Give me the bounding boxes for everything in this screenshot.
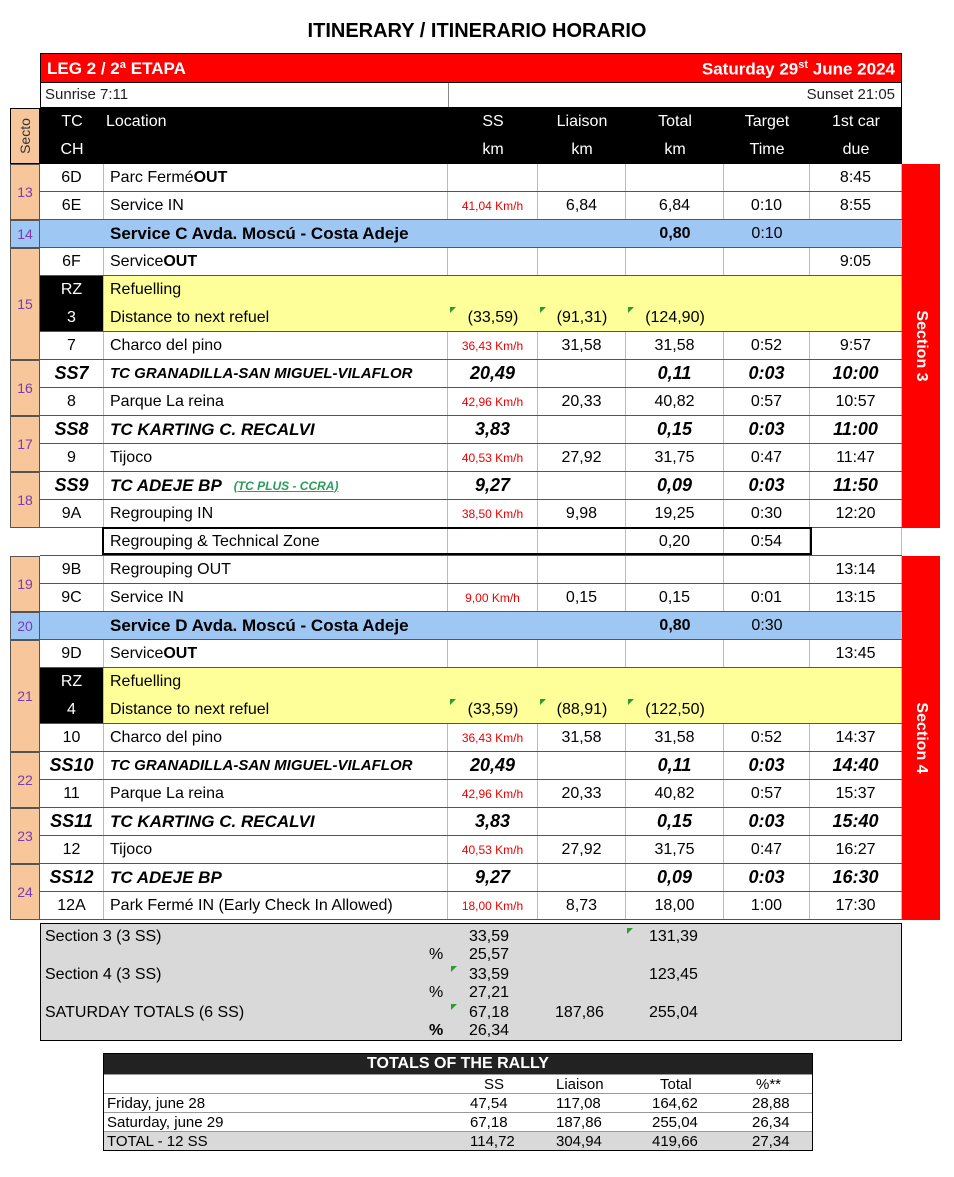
sector-number: 13 [10,164,40,220]
sunset: Sunset 21:05 [806,86,895,103]
leg-banner [40,53,902,83]
section-3-bar: Section 3 [902,164,940,528]
table-row: SS8 TC KARTING C. RECALVI 3,83 0,15 0:03 11:00 [40,416,902,444]
totals-row: Friday, june 28 47,54 117,08 164,62 28,88 [104,1093,812,1112]
table-row: 8 Parque La reina 42,96 Km/h 20,33 40,82 0:57 10:57 [40,388,902,416]
table-row: 12A Park Fermé IN (Early Check In Allowed) 18,00 Km/h 8,73 18,00 1:00 17:30 [40,892,902,920]
table-row: SS12 TC ADEJE BP 9,27 0,09 0:03 16:30 [40,864,902,892]
table-row: SS11 TC KARTING C. RECALVI 3,83 0,15 0:03 15:40 [40,808,902,836]
table-row: RZ Refuelling [40,276,902,304]
sector-number: 16 [10,360,40,416]
table-row: Service C Avda. Moscú - Costa Adeje 0,80 0:10 [40,220,902,248]
table-row: Service D Avda. Moscú - Costa Adeje 0,80 0:30 [40,612,902,640]
sector-header: Secto [10,108,40,164]
totals-row: Saturday, june 29 67,18 187,86 255,04 26,34 [104,1112,812,1131]
regroup-zone-box [102,527,812,555]
sector-number: 24 [10,864,40,920]
rally-totals-table [103,1053,813,1151]
table-row: RZ Refuelling [40,668,902,696]
leg-label: LEG 2 / 2ª ETAPA [47,59,186,78]
totals-header: SS Liaison Total %** [104,1074,812,1093]
page-title: ITINERARY / ITINERARIO HORARIO [307,20,647,42]
summary-block: Section 3 (3 SS) 33,59 131,39 % 25,57 Section 4 (3 SS) 33,59 123,45 % 27,21 SATURDAY TOTALS (6 SS) 67,18 187,86 255,04 % 26,34 [40,923,902,1041]
table-row: 9D Service OUT 13:45 [40,640,902,668]
table-row: 6D Parc Fermé OUT 8:45 [40,164,902,192]
table-row: 10 Charco del pino 36,43 Km/h 31,58 31,58 0:52 14:37 [40,724,902,752]
table-row: Regrouping & Technical Zone 0,20 0:54 [40,528,902,556]
table-row: 9B Regrouping OUT 13:14 [40,556,902,584]
totals-row: TOTAL - 12 SS 114,72 304,94 419,66 27,34 [104,1131,812,1150]
sector-number: 19 [10,556,40,612]
table-row: 12 Tijoco 40,53 Km/h 27,92 31,75 0:47 16:27 [40,836,902,864]
sector-number: 14 [10,220,40,248]
table-row: SS7 TC GRANADILLA-SAN MIGUEL-VILAFLOR 20,49 0,11 0:03 10:00 [40,360,902,388]
table-row: 3 Distance to next refuel (33,59) (91,31) (124,90) [40,304,902,332]
sector-number: 21 [10,640,40,752]
sector-number: 20 [10,612,40,640]
totals-title: TOTALS OF THE RALLY [104,1054,812,1074]
table-row: 9A Regrouping IN 38,50 Km/h 9,98 19,25 0:30 12:20 [40,500,902,528]
table-row: 11 Parque La reina 42,96 Km/h 20,33 40,82 0:57 15:37 [40,780,902,808]
sun-times [40,83,902,108]
sector-number: 17 [10,416,40,472]
table-row: 7 Charco del pino 36,43 Km/h 31,58 31,58 0:52 9:57 [40,332,902,360]
table-row: 9 Tijoco 40,53 Km/h 27,92 31,75 0:47 11:47 [40,444,902,472]
leg-date: Saturday 29st June 2024 [701,59,895,79]
table-header: TC CH Location SS km Liaison km Total km Target Time 1st car due [40,108,902,164]
sector-number: 15 [10,248,40,360]
table-row: SS10 TC GRANADILLA-SAN MIGUEL-VILAFLOR 20,49 0,11 0:03 14:40 [40,752,902,780]
sector-number: 23 [10,808,40,864]
sector-number: 22 [10,752,40,808]
section-4-bar: Section 4 [902,556,940,920]
table-row: SS9 TC ADEJE BP (TC PLUS - CCRA) 9,27 0,09 0:03 11:50 [40,472,902,500]
table-row: 9C Service IN 9,00 Km/h 0,15 0,15 0:01 13:15 [40,584,902,612]
table-row: 6E Service IN 41,04 Km/h 6,84 6,84 0:10 8:55 [40,192,902,220]
sunrise: Sunrise 7:11 [45,86,129,103]
table-row: 6F Service OUT 9:05 [40,248,902,276]
table-row: 4 Distance to next refuel (33,59) (88,91) (122,50) [40,696,902,724]
sector-number: 18 [10,472,40,528]
